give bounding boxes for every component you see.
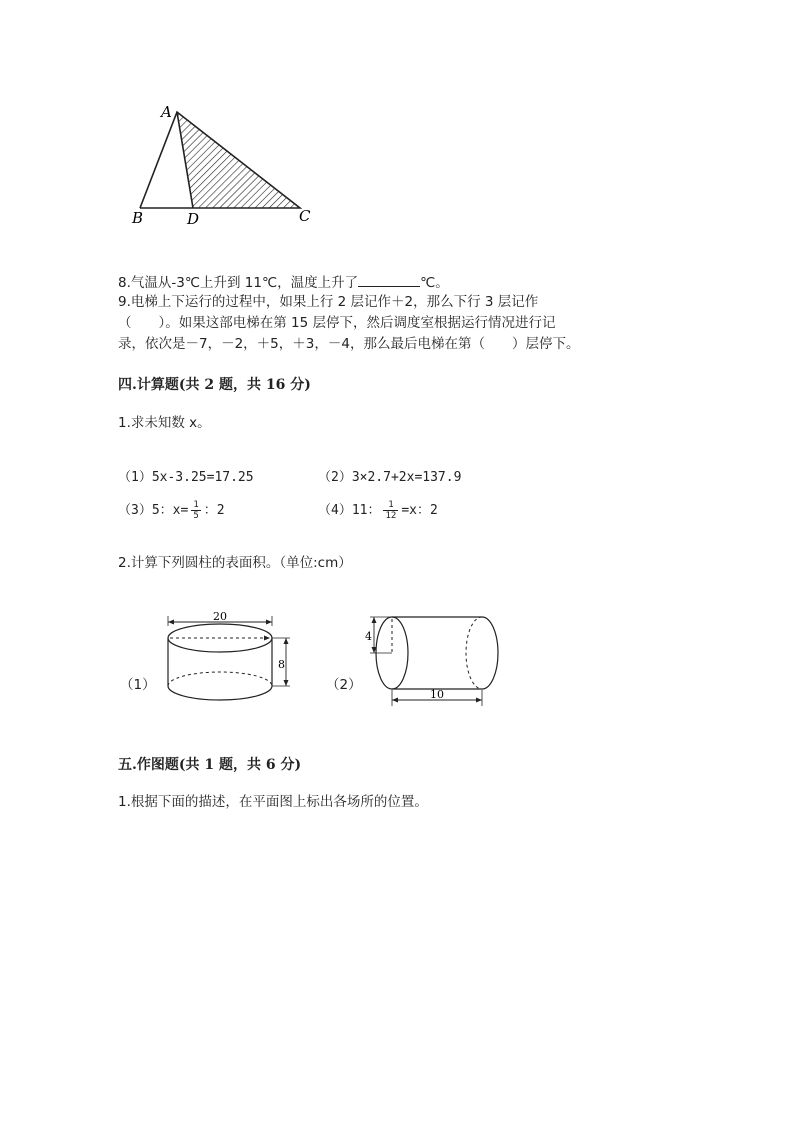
equation-3-suffix: ：2 bbox=[203, 503, 225, 518]
fraction-numerator: 1 bbox=[383, 500, 398, 511]
fraction-one-fifth bbox=[191, 500, 200, 521]
question-9-line-1: 9.电梯上下运行的过程中，如果上行 2 层记作＋2，那么下行 3 层记作 bbox=[118, 294, 539, 310]
equation-3-prefix: （3）5：x= bbox=[118, 503, 189, 518]
question-8-text: 8.气温从-3℃上升到 11℃，温度上升了 bbox=[118, 275, 359, 291]
vertex-label-a: A bbox=[161, 103, 172, 121]
calc-2-prompt: 2.计算下列圆柱的表面积。（单位:cm） bbox=[118, 555, 352, 571]
equation-4 bbox=[318, 500, 438, 521]
cylinder-1-height-label: 8 bbox=[278, 658, 285, 671]
cylinder-2-length-label: 10 bbox=[430, 688, 444, 701]
question-8-unit: ℃。 bbox=[420, 275, 449, 291]
fraction-one-twelfth bbox=[383, 500, 398, 521]
vertex-label-d: D bbox=[187, 210, 200, 228]
draw-1-prompt: 1.根据下面的描述，在平面图上标出各场所的位置。 bbox=[118, 794, 428, 810]
cylinder-2-label: （2） bbox=[326, 677, 362, 693]
vertex-label-b: B bbox=[132, 209, 144, 227]
cylinder-1-figure bbox=[160, 608, 300, 703]
fraction-denominator: 12 bbox=[385, 511, 397, 521]
cylinder-1-label: （1） bbox=[120, 677, 156, 693]
cylinder-2-radius-label: 4 bbox=[365, 630, 372, 643]
equation-2: （2）3×2.7+2x=137.9 bbox=[318, 470, 462, 485]
section-4-title: 四.计算题(共 2 题，共 16 分) bbox=[118, 377, 311, 393]
question-8 bbox=[118, 272, 449, 293]
question-9-line-3: 录，依次是－7，－2，＋5，＋3，－4，那么最后电梯在第（ ）层停下。 bbox=[118, 336, 580, 352]
calc-1-prompt: 1.求未知数 x。 bbox=[118, 415, 211, 431]
equation-1: （1）5x-3.25=17.25 bbox=[118, 470, 254, 485]
question-9-line-2: （ ）。如果这部电梯在第 15 层停下，然后调度室根据运行情况进行记 bbox=[118, 315, 556, 331]
cylinder-2-figure bbox=[362, 610, 507, 710]
cylinder-1-diameter-label: 20 bbox=[213, 610, 227, 623]
answer-blank[interactable] bbox=[358, 272, 420, 287]
equation-4-prefix: （4）11： bbox=[318, 503, 381, 518]
equation-3 bbox=[118, 500, 225, 521]
fraction-numerator: 1 bbox=[193, 500, 199, 510]
section-5-title: 五.作图题(共 1 题，共 6 分) bbox=[118, 757, 302, 773]
triangle-figure bbox=[120, 95, 320, 230]
vertex-label-c: C bbox=[299, 207, 311, 225]
fraction-denominator: 5 bbox=[193, 511, 199, 521]
equation-4-suffix: =x：2 bbox=[401, 503, 438, 518]
